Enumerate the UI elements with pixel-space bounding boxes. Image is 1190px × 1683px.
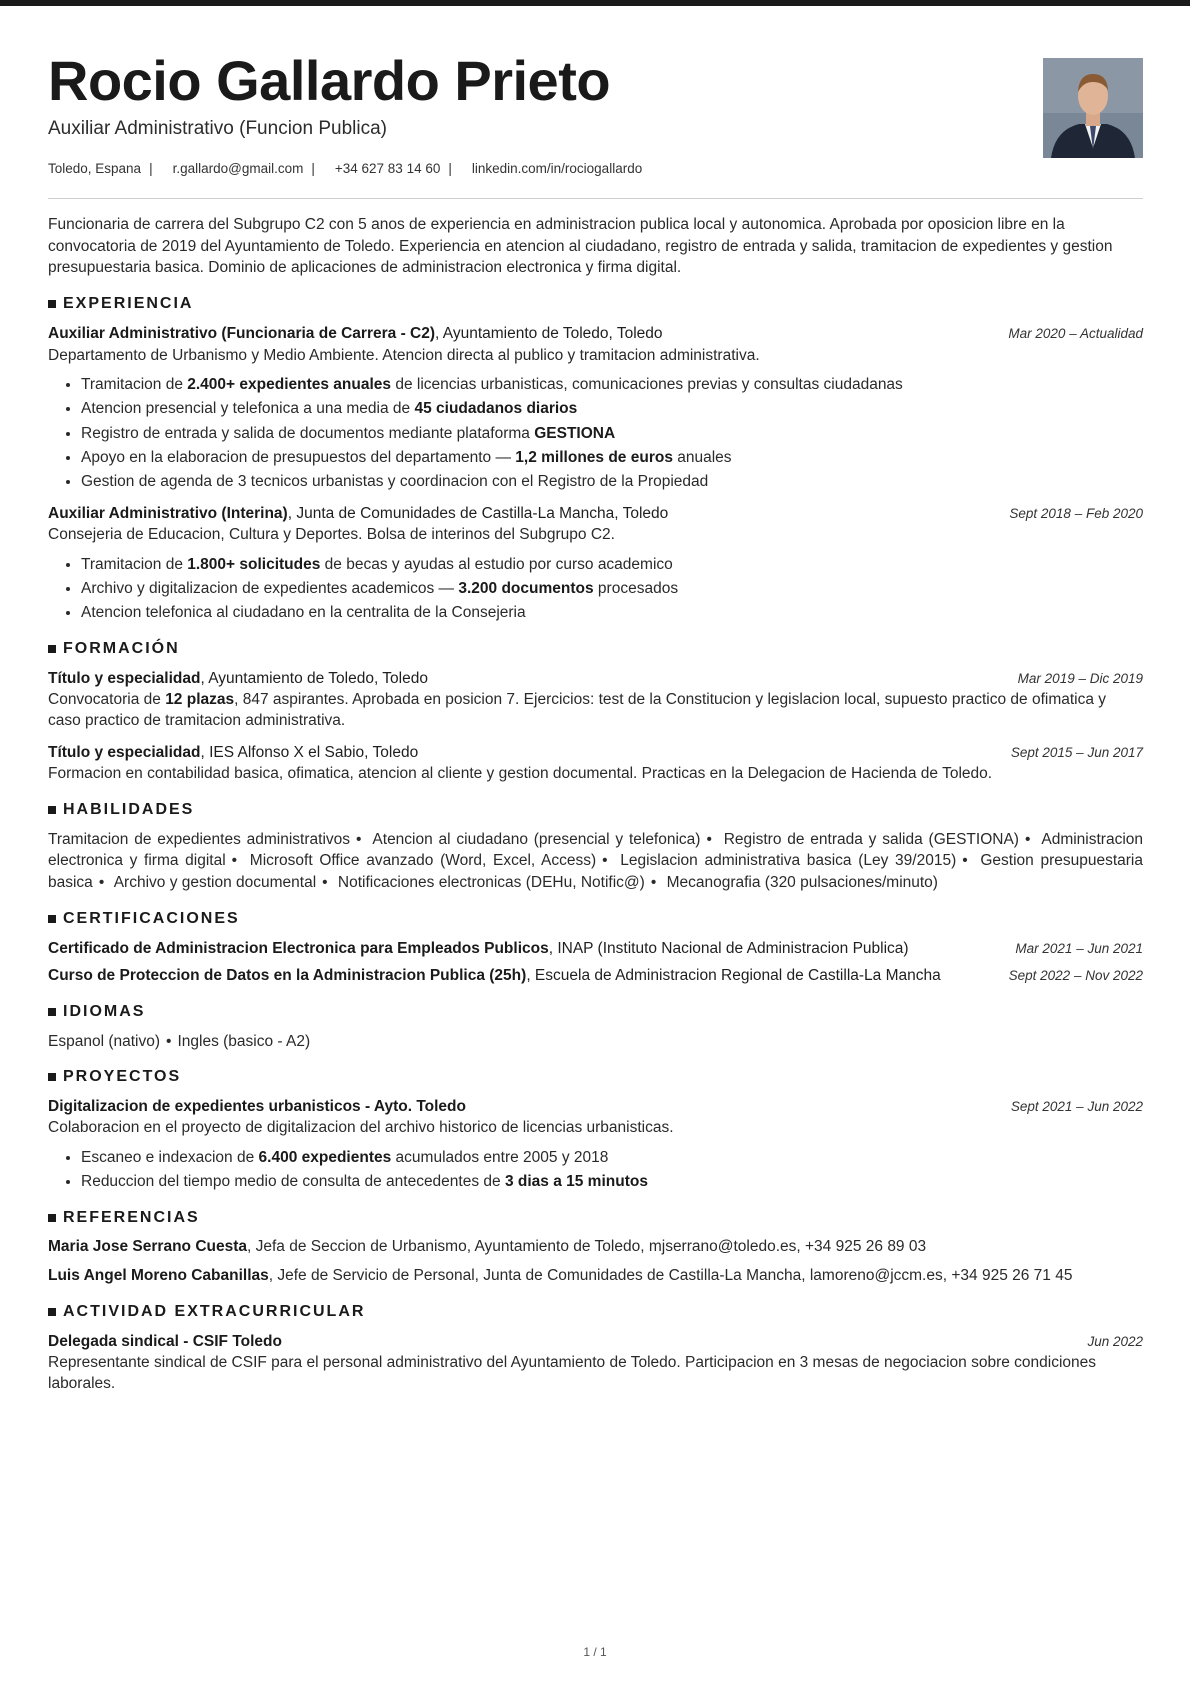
degree-title: Título y especialidad [48,743,201,761]
education-dates: Sept 2015 – Jun 2017 [1010,744,1143,760]
list-item: • Atencion presencial y telefonica a una media de 45 ciudadanos diarios [81,398,1143,419]
list-item: • Apoyo en la elaboracion de presupuestos del departamento — 1,2 millones de euros anuales [81,447,1143,468]
degree-title: Título y especialidad [48,669,201,687]
bullet-separator: • [356,830,362,848]
certification-dates: Mar 2021 – Jun 2021 [1015,940,1143,956]
square-bullet-icon [48,300,56,308]
list-item: • Gestion de agenda de 3 tecnicos urbanistas y coordinacion con el Registro de la Propiedad [81,471,1143,492]
bullet-separator: • [650,874,657,892]
square-bullet-icon [48,1073,56,1081]
section-title: REFERENCIAS [48,1207,1143,1229]
language-item: Espanol (nativo) [48,1032,161,1050]
section-title: CERTIFICACIONES [48,908,1143,930]
reference-detail: , Jefe de Servicio de Personal, Junta de Comunidades de Castilla-La Mancha, lamoreno@jccm.es, +34 925 26 71 45 [268,1266,1073,1284]
list-item: • Reduccion del tiempo medio de consulta de antecedentes de 3 dias a 15 minutos [81,1171,1143,1192]
job-title: Auxiliar Administrativo (Interina) [48,504,288,522]
candidate-name: Rocio Gallardo Prieto [48,49,611,112]
certification-issuer: , INAP (Instituto Nacional de Administracion Publica) [548,939,909,957]
section-languages [48,1001,1143,1052]
extracurricular-entry [48,1331,1143,1395]
contact-email[interactable]: r.gallardo@gmail.com [172,160,304,176]
bullet-separator: • [1024,830,1031,848]
education-dates: Mar 2019 – Dic 2019 [1017,670,1143,686]
list-item: • Archivo y digitalizacion de expedientes academicos — 3.200 documentos procesados [81,578,1143,599]
bullet-separator: • [166,1032,172,1050]
certification-name: Curso de Proteccion de Datos en la Administracion Publica (25h) [48,967,527,985]
bullet-separator: • [962,852,968,870]
skill-item: Atencion al ciudadano (presencial y telefonica) [372,830,701,848]
job-achievements [48,374,1143,493]
section-education [48,638,1143,785]
square-bullet-icon [48,1308,56,1316]
certification-issuer: , Escuela de Administracion Regional de Castilla-La Mancha [526,967,941,985]
job-organization: , Junta de Comunidades de Castilla-La Mancha, Toledo [287,504,669,522]
project-dates: Sept 2021 – Jun 2022 [1010,1099,1143,1115]
page-number: 1 / 1 [583,1645,607,1659]
section-certifications [48,908,1143,987]
summary-paragraph: Funcionaria de carrera del Subgrupo C2 con 5 anos de experiencia en administracion publica local y autonomica. Aprobada por oposicion libre en la convocatoria de 2019 del Ayuntamiento de Toledo. Experiencia en atencion al ciudadano, registro de entrada y salida, tramitacion de expedientes y gestion presupuestaria basica. Dominio de aplicaciones de administracion electronica y firma digital. [48,216,1113,277]
section-skills [48,799,1143,894]
project-entry [48,1096,1143,1193]
list-item: • Registro de entrada y salida de documentos mediante plataforma GESTIONA [81,423,1143,444]
skill-item: Archivo y gestion documental [113,874,317,892]
resume-header [48,50,1143,200]
section-projects [48,1066,1143,1193]
activity-name: Delegada sindical - CSIF Toledo [48,1332,282,1350]
education-description: Convocatoria de 12 plazas, 847 aspirantes. Aprobada en posicion 7. Ejercicios: test de la Constitucion y legislacion local, supuesto practico de ofimatica y caso practico de tramitacion administrativa. [48,691,1107,730]
list-item: • Tramitacion de 1.800+ solicitudes de becas y ayudas al estudio por curso academico [81,554,1143,575]
education-entry [48,742,1143,785]
language-item: Ingles (basico - A2) [177,1032,311,1050]
section-title: PROYECTOS [48,1066,1143,1088]
project-achievements [48,1147,1143,1193]
square-bullet-icon [48,1214,56,1222]
project-name: Digitalizacion de expedientes urbanisticos - Ayto. Toledo [48,1098,466,1116]
reference-detail: , Jefa de Seccion de Urbanismo, Ayuntamiento de Toledo, mjserrano@toledo.es, +34 925 26 89 03 [247,1237,927,1255]
job-achievements [48,554,1143,624]
certification-entry [48,938,1143,959]
square-bullet-icon [48,915,56,923]
education-entry [48,668,1143,732]
certification-entry [48,965,1143,986]
candidate-headline: Auxiliar Administrativo (Funcion Publica) [48,117,387,139]
header-divider [48,198,1143,199]
certification-name: Certificado de Administracion Electronica para Empleados Publicos [48,939,549,957]
square-bullet-icon [48,1008,56,1016]
bullet-separator: • [231,852,238,870]
contact-separator: | [311,160,315,176]
reference-entry [48,1266,1143,1287]
section-extracurricular [48,1301,1143,1395]
certification-dates: Sept 2022 – Nov 2022 [1008,968,1143,984]
bullet-separator: • [322,874,328,892]
job-dates: Sept 2018 – Feb 2020 [1009,505,1143,521]
job-dates: Mar 2020 – Actualidad [1008,326,1143,342]
skill-item: Microsoft Office avanzado (Word, Excel, Access) [249,852,597,870]
skill-item: Mecanografia (320 pulsaciones/minuto) [666,874,938,892]
education-description: Formacion en contabilidad basica, ofimatica, atencion al cliente y gestion documental. Practicas en la Delegacion de Hacienda de Toledo. [48,765,993,783]
job-description: Departamento de Urbanismo y Medio Ambiente. Atencion directa al publico y tramitacion administrativa. [48,346,760,364]
contact-phone[interactable]: +34 627 83 14 60 [334,160,441,176]
contact-line [48,160,1143,179]
experience-entry [48,323,1143,493]
reference-entry [48,1237,1143,1258]
section-title: HABILIDADES [48,799,1143,821]
top-bar [0,0,1190,6]
section-title: FORMACIÓN [48,638,1143,660]
job-title: Auxiliar Administrativo (Funcionaria de Carrera - C2) [48,325,436,343]
contact-location: Toledo, Espana [48,160,142,176]
profile-photo [1043,58,1143,158]
profile-photo-illustration [1043,58,1143,158]
list-item: • Atencion telefonica al ciudadano en la centralita de la Consejeria [81,602,1143,623]
education-institution: , Ayuntamiento de Toledo, Toledo [200,669,428,687]
bullet-separator: • [706,830,712,848]
resume-page [48,40,1143,1405]
skill-item: Legislacion administrativa basica (Ley 39/2015) [620,852,957,870]
list-item: • Tramitacion de 2.400+ expedientes anuales de licencias urbanisticas, comunicaciones previas y consultas ciudadanas [81,374,1143,395]
skill-item: Tramitacion de expedientes administrativos [48,830,351,848]
section-title: ACTIVIDAD EXTRACURRICULAR [48,1301,1143,1323]
activity-date: Jun 2022 [1087,1333,1143,1349]
experience-entry [48,503,1143,624]
reference-name: Luis Angel Moreno Cabanillas [48,1266,269,1284]
list-item: • Escaneo e indexacion de 6.400 expedientes acumulados entre 2005 y 2018 [81,1147,1143,1168]
bullet-separator: • [602,852,608,870]
project-description: Colaboracion en el proyecto de digitalizacion del archivo historico de licencias urbanisticas. [48,1119,674,1137]
contact-separator: | [448,160,452,176]
skill-item: Notificaciones electronicas (DEHu, Notific@) [337,874,645,892]
skill-item: Administracion electronica y firma digital [48,830,1144,870]
contact-linkedin[interactable]: linkedin.com/in/rociogallardo [471,160,643,176]
activity-description: Representante sindical de CSIF para el personal administrativo del Ayuntamiento de Toledo. Participacion en 3 mesas de negociacion sobre condiciones laborales. [48,1353,1097,1393]
section-title: EXPERIENCIA [48,293,1143,315]
skill-item: Gestion presupuestaria basica [48,852,1143,892]
section-experience [48,293,1143,624]
skills-list [48,829,1143,894]
square-bullet-icon [48,806,56,814]
square-bullet-icon [48,645,56,653]
languages-list [48,1031,1143,1052]
skill-item: Registro de entrada y salida (GESTIONA) [723,830,1019,848]
bullet-separator: • [98,874,105,892]
job-organization: , Ayuntamiento de Toledo, Toledo [435,325,663,343]
education-institution: , IES Alfonso X el Sabio, Toledo [200,743,419,761]
job-description: Consejeria de Educacion, Cultura y Deportes. Bolsa de interinos del Subgrupo C2. [48,526,615,544]
section-title: IDIOMAS [48,1001,1143,1023]
reference-name: Maria Jose Serrano Cuesta [48,1237,248,1255]
section-references [48,1207,1143,1287]
contact-separator: | [149,160,153,176]
